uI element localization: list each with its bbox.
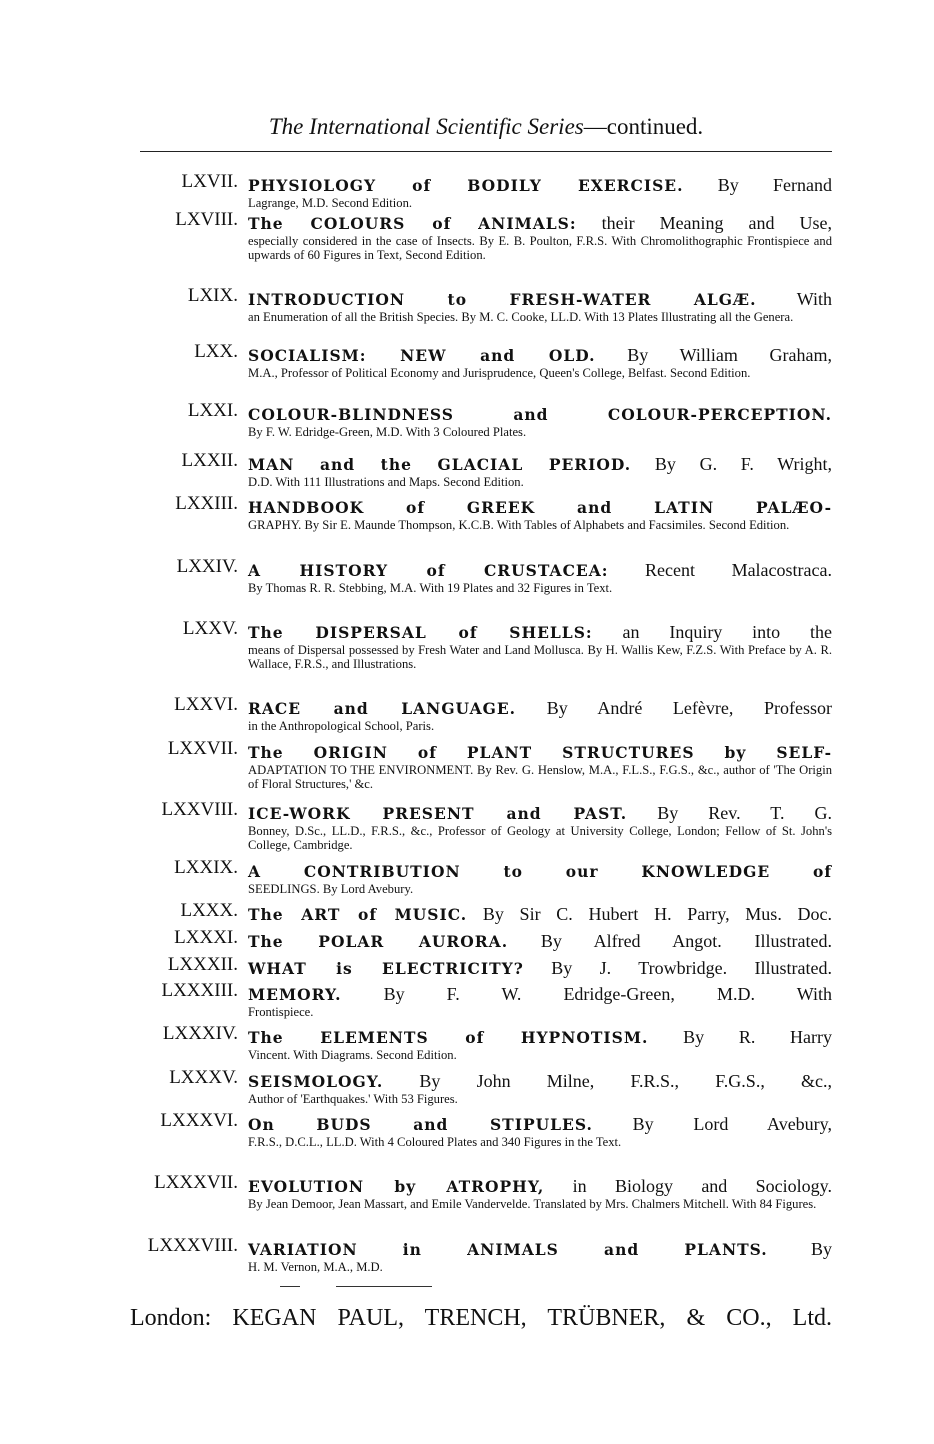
entry-title-line	[248, 930, 832, 953]
publisher-imprint: London: KEGAN PAUL, TRENCH, TRÜBNER, & CO., Ltd.	[130, 1305, 832, 1331]
title-line-rest: By Rev. T. G.	[657, 803, 832, 823]
series-number: LXX.	[194, 341, 238, 362]
entry-details: Frontispiece.	[248, 1005, 314, 1019]
book-entry	[120, 738, 832, 791]
series-number: LXIX.	[187, 285, 238, 306]
series-number: LXXXII.	[167, 954, 238, 975]
title-line-rest: By F. W. Edridge-Green, M.D. With	[383, 984, 833, 1004]
book-title: HANDBOOK of GREEK and LATIN PALÆO-	[248, 498, 832, 517]
entry-title-line	[248, 860, 832, 883]
book-entry	[120, 493, 832, 533]
book-title: A CONTRIBUTION to our KNOWLEDGE of	[248, 862, 832, 881]
entry-title-line	[248, 212, 832, 235]
entry-details: Vincent. With Diagrams. Second Edition.	[248, 1048, 457, 1062]
entry-body	[248, 741, 832, 791]
series-number: LXXXIV.	[162, 1023, 238, 1044]
book-entry	[120, 450, 833, 490]
series-number: LXXVII.	[167, 738, 238, 759]
series-number: LXXVIII.	[161, 799, 238, 820]
title-line-rest: in Biology and Sociology.	[572, 1176, 832, 1196]
book-title: The POLAR AURORA.	[248, 932, 509, 951]
title-line-rest: With	[796, 289, 832, 309]
book-entry	[120, 171, 832, 211]
title-line-rest: By Fernand	[717, 175, 832, 195]
series-number: LXVII.	[181, 171, 238, 192]
series-number: LXVIII.	[175, 209, 238, 230]
series-number: LXXXIII.	[161, 980, 238, 1001]
series-number: LXXIV.	[176, 556, 238, 577]
entry-body	[248, 344, 832, 381]
book-title: SOCIALISM: NEW and OLD.	[248, 346, 596, 365]
entry-title-line	[248, 983, 832, 1006]
entry-title-line	[248, 802, 832, 825]
book-entry	[120, 209, 833, 262]
entry-body	[248, 957, 832, 980]
book-entry	[120, 1067, 832, 1107]
title-line-rest: By John Milne, F.R.S., F.G.S., &c.,	[419, 1071, 832, 1091]
entry-details: Author of 'Earthquakes.' With 53 Figures.	[248, 1092, 458, 1106]
entry-details: especially considered in the case of Insects. By E. B. Poulton, F.R.S. With Chromolithographic Frontispiece and upwards of 60 Figures in Text, Second Edition.	[248, 234, 832, 262]
book-entry	[120, 954, 832, 980]
entry-title-line	[248, 1175, 832, 1198]
title-line-rest: By	[811, 1239, 833, 1259]
book-title: On BUDS and STIPULES.	[248, 1115, 593, 1134]
title-line-rest: By Lord Avebury,	[632, 1114, 833, 1134]
title-line-rest: By William Graham,	[627, 345, 832, 365]
series-number: LXXVI.	[174, 694, 238, 715]
entry-body	[248, 288, 832, 325]
book-title: The ELEMENTS of HYPNOTISM.	[248, 1028, 649, 1047]
book-title: The COLOURS of ANIMALS:	[248, 214, 577, 233]
title-line-rest: By Sir C. Hubert H. Parry, Mus. Doc.	[482, 904, 832, 924]
book-entry	[120, 857, 832, 897]
entry-title-line	[248, 697, 832, 720]
entry-body	[248, 903, 832, 926]
entry-title-line	[248, 1026, 832, 1049]
entry-title-line	[248, 903, 832, 926]
entry-body	[248, 403, 832, 440]
entry-body	[248, 453, 832, 490]
entry-details: M.A., Professor of Political Economy and Jurisprudence, Queen's College, Belfast. Second Edition.	[248, 366, 751, 380]
book-entry	[120, 799, 832, 852]
entry-details: in the Anthropological School, Paris.	[248, 719, 435, 733]
book-title: A HISTORY of CRUSTACEA:	[248, 561, 609, 580]
entry-body	[248, 621, 832, 671]
entry-body	[248, 496, 832, 533]
entry-title-line	[248, 344, 832, 367]
book-entry	[120, 1235, 833, 1275]
title-line-rest: By G. F. Wright,	[654, 454, 833, 474]
title-line-rest: By André Lefèvre, Professor	[546, 698, 832, 718]
title-line-rest: By J. Trowbridge. Illustrated.	[551, 958, 832, 978]
entry-title-line	[248, 1070, 832, 1093]
series-number: LXXXVI.	[160, 1110, 238, 1131]
entry-details: D.D. With 111 Illustrations and Maps. Second Edition.	[248, 475, 524, 489]
entry-title-line	[248, 1238, 832, 1261]
entry-body	[248, 1026, 832, 1063]
entry-body	[248, 983, 832, 1020]
book-title: EVOLUTION by ATROPHY,	[248, 1177, 545, 1196]
book-title: WHAT is ELECTRICITY?	[248, 959, 524, 978]
entry-body	[248, 212, 832, 262]
series-number: LXXX.	[180, 900, 238, 921]
entry-body	[248, 1113, 832, 1150]
entry-title-line	[248, 496, 832, 519]
entry-title-line	[248, 174, 832, 197]
entry-details: By Thomas R. R. Stebbing, M.A. With 19 Plates and 32 Figures in Text.	[248, 581, 613, 595]
entry-body	[248, 174, 832, 211]
page-header	[140, 114, 832, 140]
book-title: MAN and the GLACIAL PERIOD.	[248, 455, 632, 474]
book-title: PHYSIOLOGY of BODILY EXERCISE.	[248, 176, 684, 195]
entry-body	[248, 802, 832, 852]
entry-body	[248, 1175, 832, 1212]
entry-title-line	[248, 957, 832, 980]
book-entry	[120, 927, 832, 953]
title-line-rest: Recent Malacostraca.	[645, 560, 833, 580]
book-title: The ORIGIN of PLANT STRUCTURES by SELF-	[248, 743, 832, 762]
book-entry	[120, 900, 832, 926]
entry-body	[248, 860, 832, 897]
book-entry	[120, 694, 832, 734]
entry-body	[248, 1070, 832, 1107]
title-line-rest: an Inquiry into the	[622, 622, 832, 642]
series-number: LXXXVII.	[154, 1172, 238, 1193]
title-line-rest: their Meaning and Use,	[601, 213, 833, 233]
book-entry	[120, 1110, 833, 1150]
entry-title-line	[248, 621, 832, 644]
entry-title-line	[248, 741, 832, 764]
book-entry	[120, 618, 832, 671]
book-title: ICE-WORK PRESENT and PAST.	[248, 804, 628, 823]
book-title: VARIATION in ANIMALS and PLANTS.	[248, 1240, 768, 1259]
book-entry	[120, 285, 832, 325]
entry-details: GRAPHY. By Sir E. Maunde Thompson, K.C.B. With Tables of Alphabets and Facsimiles. Second Edition.	[248, 518, 790, 532]
book-entry	[120, 1023, 833, 1063]
entry-body	[248, 930, 832, 953]
entry-title-line	[248, 403, 832, 426]
series-number: LXXIX.	[174, 857, 238, 878]
series-number: LXXXI.	[174, 927, 238, 948]
book-title: INTRODUCTION to FRESH-WATER ALGÆ.	[248, 290, 757, 309]
entry-details: F.R.S., D.C.L., LL.D. With 4 Coloured Plates and 340 Figures in the Text.	[248, 1135, 622, 1149]
book-entry	[120, 980, 833, 1020]
series-number: LXXV.	[182, 618, 238, 639]
series-number: LXXI.	[187, 400, 238, 421]
book-entry	[120, 400, 832, 440]
series-title: The International Scientific Series	[268, 114, 584, 139]
book-title: The DISPERSAL of SHELLS:	[248, 623, 593, 642]
entry-body	[248, 697, 832, 734]
title-line-rest: By R. Harry	[683, 1027, 833, 1047]
entry-details: H. M. Vernon, M.A., M.D.	[248, 1260, 383, 1274]
entry-details: ADAPTATION TO THE ENVIRONMENT. By Rev. G. Henslow, M.A., F.L.S., F.G.S., &c., author of 'The Origin of Floral Structures,' &c.	[248, 763, 832, 791]
book-title: COLOUR-BLINDNESS and COLOUR-PERCEPTION.	[248, 405, 832, 424]
footer-divider-long	[336, 1286, 432, 1287]
footer-divider-short	[280, 1286, 300, 1287]
entry-body	[248, 1238, 832, 1275]
book-title: The ART of MUSIC.	[248, 905, 468, 924]
series-number: LXXIII.	[175, 493, 238, 514]
header-rule	[140, 151, 832, 152]
series-number: LXXII.	[181, 450, 238, 471]
entry-details: By Jean Demoor, Jean Massart, and Emile Vandervelde. Translated by Mrs. Chalmers Mitchell. With 84 Figures.	[248, 1197, 817, 1211]
entry-details: means of Dispersal possessed by Fresh Water and Land Mollusca. By H. Wallis Kew, F.Z.S. With Preface by A. R. Wallace, F.R.S., and Illustrations.	[248, 643, 832, 671]
book-title: RACE and LANGUAGE.	[248, 699, 517, 718]
series-continued: —continued.	[583, 114, 704, 139]
series-number: LXXXVIII.	[147, 1235, 238, 1256]
entry-title-line	[248, 288, 832, 311]
entry-title-line	[248, 1113, 832, 1136]
book-title: MEMORY.	[248, 985, 342, 1004]
entry-details: Bonney, D.Sc., LL.D., F.R.S., &c., Professor of Geology at University College, London; Fellow of St. John's College, Cambridge.	[248, 824, 832, 852]
entry-title-line	[248, 453, 832, 476]
entry-details: SEEDLINGS. By Lord Avebury.	[248, 882, 414, 896]
entry-title-line	[248, 559, 832, 582]
book-title: SEISMOLOGY.	[248, 1072, 384, 1091]
series-number: LXXXV.	[169, 1067, 238, 1088]
entry-details: Lagrange, M.D. Second Edition.	[248, 196, 413, 210]
book-entry	[120, 341, 832, 381]
title-line-rest: By Alfred Angot. Illustrated.	[540, 931, 832, 951]
entry-details: an Enumeration of all the British Species. By M. C. Cooke, LL.D. With 13 Plates Illustrating all the Genera.	[248, 310, 794, 324]
entry-body	[248, 559, 832, 596]
book-entry	[120, 1172, 832, 1212]
entry-details: By F. W. Edridge-Green, M.D. With 3 Coloured Plates.	[248, 425, 527, 439]
book-entry	[120, 556, 833, 596]
